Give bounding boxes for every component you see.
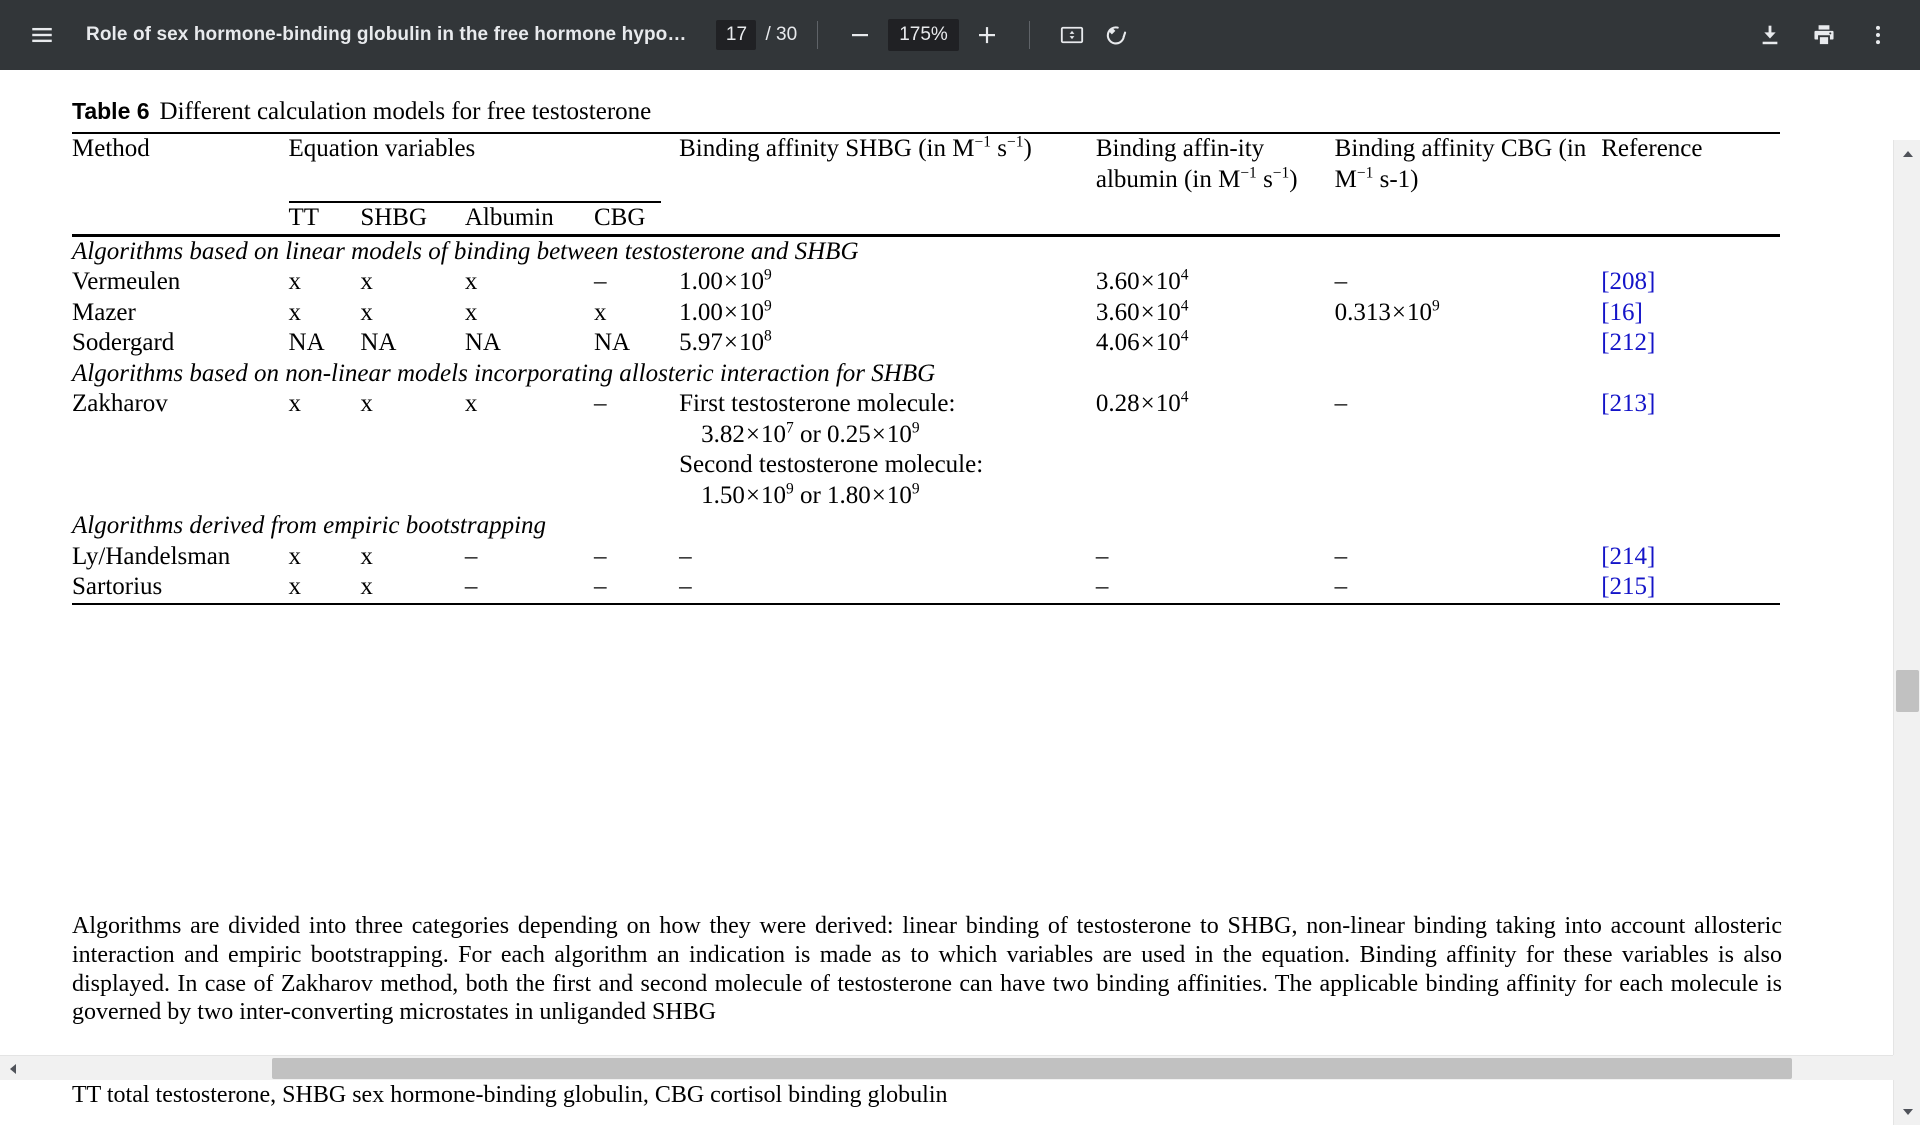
download-icon[interactable] [1748,13,1792,57]
header-binding-affinity-shbg [679,133,1096,195]
cell-method: Sodergard [72,329,175,356]
table-caption-label: Table 6 [72,98,150,124]
exponent: 9 [911,419,920,437]
section-title-nonlinear: Algorithms based on non-linear models incorporating allosteric interaction for SHBG [72,359,936,387]
header-albumin-text: Binding affin-ity albumin (in M [1095,135,1265,193]
exponent: 9 [763,266,772,284]
cell-affinity-albumin: – [1095,542,1109,570]
cell-affinity-albumin: $0.28\times 10^4$ [1095,388,1189,417]
subheader-tt: TT [288,204,320,231]
cell-tt: x [288,390,302,417]
header-shbg-end: ) [1023,135,1032,162]
cell-albumin: NA [464,329,501,356]
table-row [72,267,1780,298]
multiply-sign: × [1391,298,1406,326]
header-cbg-sup: −1 [1356,164,1374,182]
free-testosterone-models-table [72,132,1780,605]
subheader-shbg: SHBG [360,204,428,231]
table-row [72,572,1780,604]
pdf-toolbar [0,0,1920,70]
cell-affinity-shbg: – [679,542,692,570]
header-binding-affinity-albumin [1096,133,1335,195]
cell-albumin: x [464,268,478,295]
mantissa: 3.82 [701,420,745,448]
cell-cbg: – [593,542,607,570]
zakharov-line-4: $1.50\times 10^9$ or $1.80\times 10^9$ [701,480,920,509]
mantissa: 5.97 [679,329,723,356]
cell-affinity-cbg: – [1335,572,1602,604]
cell-affinity-albumin: $3.60\times 10^4$ [1095,266,1189,295]
spacer-cell-right [679,195,1780,203]
header-cbg-end: s-1) [1373,165,1419,193]
exponent: 4 [1180,297,1189,315]
zakharov-line-2: $3.82\times 10^7$ or $0.25\times 10^9$ [701,419,920,448]
table-subheader-row [72,203,1780,235]
scroll-up-arrow-icon[interactable] [1894,140,1921,167]
cell-albumin: x [464,298,478,326]
section-title-bootstrapping: Algorithms derived from empiric bootstrapping [72,512,547,539]
header-albumin-sup2: −1 [1272,164,1290,182]
cell-shbg: x [360,390,373,417]
table-caption-text: Different calculation models for free testosterone [159,98,652,125]
exponent: 4 [1180,388,1189,406]
header-albumin-sup1: −1 [1240,164,1257,182]
multiply-sign: × [723,298,738,326]
more-vertical-icon[interactable] [1856,13,1900,57]
cell-affinity-shbg: – [679,572,1096,604]
cell-cbg: – [594,572,679,604]
cell-tt: x [289,572,361,604]
mantissa: 3.60 [1095,298,1140,326]
cell-reference[interactable]: [213] [1601,390,1656,417]
exponent: 9 [911,480,920,498]
spacer-cell [72,195,289,203]
cell-shbg: NA [360,329,397,356]
exponent: 9 [785,480,794,498]
vertical-scrollbar[interactable] [1893,140,1920,1125]
rotate-counterclockwise-icon[interactable] [1094,13,1138,57]
header-binding-affinity-cbg [1335,133,1602,195]
cell-method: Ly/Handelsman [72,542,231,570]
pdf-page-content [0,70,1893,1108]
page-number-input[interactable] [716,20,756,50]
exponent: 9 [763,297,772,315]
mantissa: 1.00 [679,268,723,295]
exponent: 7 [785,419,794,437]
table-row [72,542,1780,573]
header-shbg-mid: s [990,135,1007,162]
zoom-level-label[interactable]: 175% [888,19,959,51]
cell-method: Mazer [72,298,136,326]
cell-affinity-shbg-multiline [679,389,1096,511]
section-heading-row [72,235,1780,267]
cell-cbg: – [593,268,607,295]
cell-shbg: x [360,298,373,326]
multiply-sign: × [745,481,760,509]
multiply-sign: × [871,420,886,448]
cell-method: Zakharov [72,390,168,417]
cell-affinity-shbg: $5.97\times 10^8$ [679,327,772,356]
header-shbg-sup1: −1 [974,133,991,151]
cell-affinity-shbg: $1.00\times 10^9$ [679,297,772,326]
cell-reference[interactable]: [208] [1601,268,1656,295]
cell-tt: x [288,542,302,570]
pdf-viewer[interactable] [0,70,1920,1108]
header-albumin-mid: s [1256,165,1273,193]
equation-variables-rule-row [72,195,1780,203]
mantissa: 1.00 [679,298,723,326]
section-heading-row [72,511,1780,542]
header-shbg-text: Binding affinity SHBG (in M [679,135,975,162]
or-separator: or [793,420,828,448]
exponent: 4 [1180,327,1189,345]
print-icon[interactable] [1802,13,1846,57]
section-title-linear: Algorithms based on linear models of binding between testosterone and SHBG [72,235,1780,267]
multiply-sign: × [723,329,738,356]
header-cbg-text: Binding affinity CBG (in M [1334,135,1587,193]
toolbar-divider [817,21,818,49]
scroll-left-arrow-icon[interactable] [0,1056,25,1081]
multiply-sign: × [1140,329,1155,356]
cell-affinity-albumin: – [1096,572,1335,604]
header-equation-variables: Equation variables [289,133,680,195]
cell-tt: x [288,298,302,326]
cell-cbg: x [593,298,607,326]
page-navigation [716,20,797,50]
zoom-in-button[interactable] [965,13,1009,57]
header-method: Method [72,133,289,195]
scroll-down-arrow-icon[interactable] [1894,1098,1921,1125]
equation-group-rule [289,195,680,203]
cell-affinity-cbg: $0.313\times 10^9$ [1334,297,1440,326]
horizontal-scrollbar[interactable] [0,1055,1893,1080]
mantissa: 0.28 [1095,390,1140,417]
document-title: Role of sex hormone-binding globulin in the free hormone hypo… [86,24,687,45]
table-row [72,298,1780,329]
cell-reference[interactable]: [212] [1601,329,1656,356]
subheader-albumin: Albumin [464,204,554,231]
mantissa: 0.313 [1334,298,1391,326]
hamburger-menu-icon[interactable] [20,13,64,57]
cell-cbg: – [593,390,607,417]
table-header-row [72,133,1780,195]
cell-affinity-albumin: $3.60\times 10^4$ [1095,297,1189,326]
table-abbreviations-partial: TT total testosterone, SHBG sex hormone-binding globulin, CBG cortisol binding globulin [72,1082,948,1108]
multiply-sign: × [723,268,738,295]
header-reference: Reference [1601,133,1780,195]
page-total-label: / 30 [765,24,798,45]
subheader-cbg: CBG [593,204,646,231]
header-shbg-sup2: −1 [1006,133,1024,151]
section-heading-row [72,359,1780,390]
cell-reference[interactable]: [16] [1601,298,1643,326]
scrollbar-corner [1893,1055,1920,1080]
subheader-blank [72,203,289,235]
exponent: 9 [1432,297,1440,315]
zakharov-line-3: Second testosterone molecule: [679,451,984,478]
mantissa: 4.06 [1095,329,1140,356]
cell-method: Sartorius [72,572,289,604]
zakharov-line-1: First testosterone molecule: [679,390,956,417]
cell-albumin: – [464,542,478,570]
cell-affinity-cbg: – [1334,542,1348,570]
fit-to-page-icon[interactable] [1050,13,1094,57]
or-separator: or [793,481,828,509]
mantissa: 1.80 [827,481,871,509]
vertical-scrollbar-thumb[interactable] [1896,670,1919,712]
mantissa: 1.50 [701,481,745,509]
multiply-sign: × [1140,390,1155,417]
cell-shbg: x [360,268,373,295]
cell-reference[interactable]: [215] [1601,572,1780,604]
multiply-sign: × [745,420,760,448]
cell-shbg: x [360,572,465,604]
toolbar-divider-2 [1029,21,1030,49]
multiply-sign: × [871,481,886,509]
cell-affinity-cbg: – [1334,390,1348,417]
cell-tt: x [288,268,302,295]
cell-reference[interactable]: [214] [1601,542,1656,570]
exponent: 4 [1180,266,1189,284]
horizontal-scrollbar-thumb[interactable] [272,1058,1792,1079]
table-caption [72,98,651,126]
multiply-sign: × [1140,298,1155,326]
cell-albumin: – [465,572,594,604]
table-row [72,328,1780,359]
table-row [72,389,1780,511]
mantissa: 0.25 [827,420,871,448]
zoom-out-button[interactable] [838,13,882,57]
multiply-sign: × [1140,268,1155,295]
cell-affinity-cbg: – [1334,268,1348,295]
cell-shbg: x [360,542,373,570]
cell-affinity-shbg: $1.00\times 10^9$ [679,266,772,295]
cell-affinity-cbg [1335,328,1602,359]
cell-cbg: NA [593,329,631,356]
exponent: 8 [763,327,772,345]
cell-tt: NA [288,329,325,356]
table-footnote: Algorithms are divided into three categories depending on how they were derived: linear binding of testosterone to SHBG, non-linear binding taking into account allosteric interaction and empiric bootstrapping. For each algorithm an indication is made as to which variables are used in the equation. Binding affinity for these variables is also displayed. In case of Zakharov method, both the first and second molecule of testosterone can have two binding affinities. The applicable binding affinity for each molecule is governed by two inter-converting microstates in unliganded SHBG [72,913,1782,1026]
header-albumin-end: ) [1289,165,1298,193]
cell-method: Vermeulen [72,268,181,295]
cell-albumin: x [464,390,478,417]
mantissa: 3.60 [1095,268,1140,295]
toolbar-right-actions [1748,13,1900,57]
subheader-blank-right [679,203,1780,235]
cell-affinity-albumin: $4.06\times 10^4$ [1095,327,1189,356]
